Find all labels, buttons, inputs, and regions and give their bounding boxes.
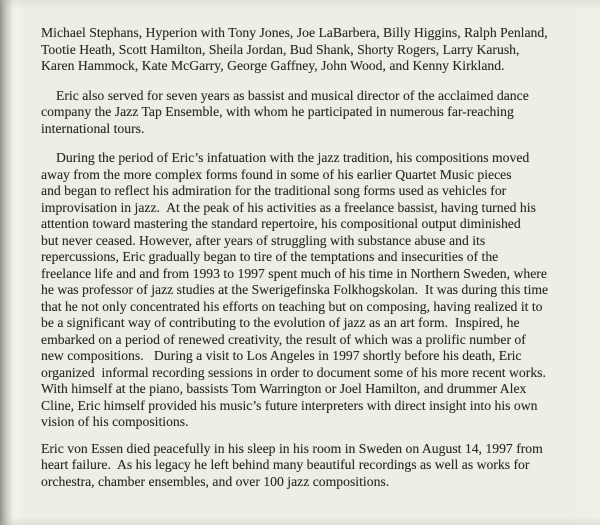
text-line: international tours. <box>41 120 145 136</box>
text-line: he was professor of jazz studies at the Swerigefinska Folkhogskolan. It was during this time <box>41 282 549 297</box>
text-line: embarked on a period of renewed creativity, the result of which was a prolific number of <box>41 331 526 347</box>
text-line: that he not only concentrated his efforts on teaching but on composing, having realized it to <box>41 298 543 314</box>
text-line: improvisation in jazz. At the peak of his activities as a freelance bassist, having turned his <box>41 199 536 215</box>
text-line: away from the more complex forms found in some of his earlier Quartet Music pieces <box>41 166 512 182</box>
text-line: new compositions. During a visit to Los Angeles in 1997 shortly before his death, Eric <box>41 348 522 363</box>
text-line: vision of his compositions. <box>41 414 189 429</box>
text-line: be a significant way of contributing to the evolution of jazz as an art form. Inspired, he <box>41 315 520 330</box>
text-line: and began to reflect his admiration for the traditional song forms used as vehicles for <box>41 183 507 198</box>
text-line: Cline, Eric himself provided his music’s future interpreters with direct insight into his own <box>41 397 538 413</box>
text-line: organized informal recording sessions in order to document some of his more recent works. <box>41 364 546 380</box>
text-line: With himself at the piano, bassists Tom Warrington or Joel Hamilton, and drummer Alex <box>41 381 527 396</box>
text-line: but never ceased. However, after years of struggling with substance abuse and its <box>41 232 486 248</box>
text-line: Tootie Heath, Scott Hamilton, Sheila Jordan, Bud Shank, Shorty Rogers, Larry Karush, <box>41 41 520 57</box>
text-line: company the Jazz Tap Ensemble, with whom he participated in numerous far-reaching <box>41 104 514 119</box>
text-line: Eric also served for seven years as bassist and musical director of the acclaimed dance <box>56 87 529 103</box>
text-line: freelance life and and from 1993 to 1997 spent much of his time in Northern Sweden, where <box>41 265 547 281</box>
text-line: Eric von Essen died peacefully in his sleep in his room in Sweden on August 14, 1997 from <box>41 440 543 456</box>
paragraph-jazz-period <box>41 150 600 431</box>
paragraph-death-and-legacy <box>41 441 600 491</box>
text-line: repercussions, Eric gradually began to tire of the temptations and insecurities of the <box>41 249 499 264</box>
text-line: orchestra, chamber ensembles, and over 100 jazz compositions. <box>41 473 390 489</box>
text-line: Karen Hammock, Kate McGarry, George Gaffney, John Wood, and Kenny Kirkland. <box>41 58 505 73</box>
text-line: attention toward mastering the standard repertoire, his compositional output diminished <box>41 216 521 231</box>
text-line: During the period of Eric’s infatuation with the jazz tradition, his compositions moved <box>56 150 530 165</box>
text-line: heart failure. As his legacy he left behind many beautiful recordings as well as works for <box>41 457 530 472</box>
text-line: Michael Stephans, Hyperion with Tony Jones, Joe LaBarbera, Billy Higgins, Ralph Penland, <box>41 25 548 40</box>
biography-text-block <box>41 25 600 490</box>
paragraph-musician-roster <box>41 25 600 75</box>
paragraph-jazz-tap-ensemble <box>41 88 600 138</box>
